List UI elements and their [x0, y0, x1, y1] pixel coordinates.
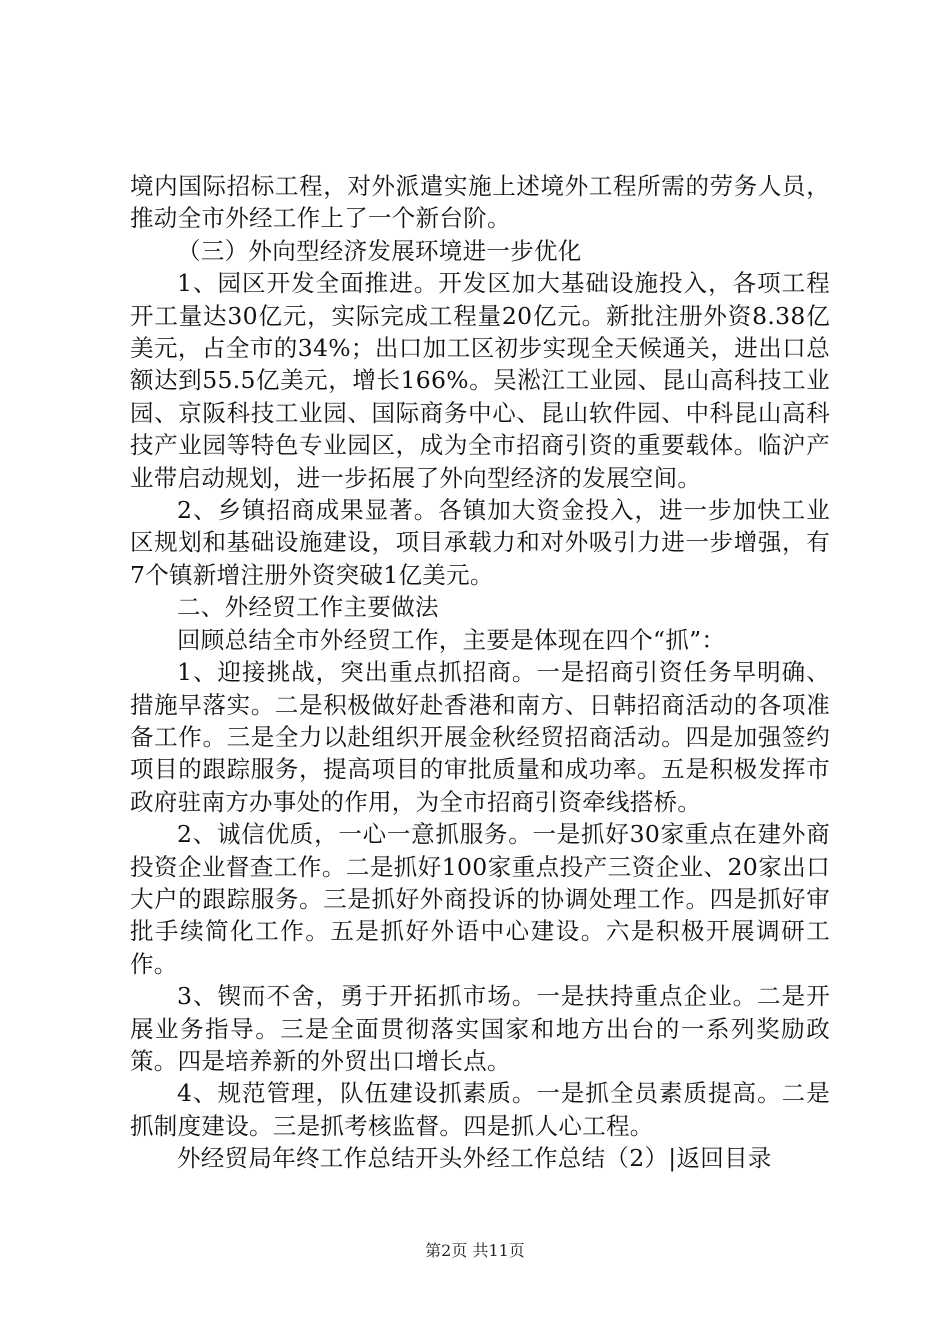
page-number: 第2页 共11页: [425, 1241, 525, 1260]
paragraph-team-quality: 4、规范管理，队伍建设抓素质。一是抓全员素质提高。二是抓制度建设。三是抓考核监督。四是抓人心工程。: [130, 1079, 830, 1140]
footer-separator: |: [668, 1144, 677, 1173]
paragraph-service: 2、诚信优质，一心一意抓服务。一是抓好30家重点在建外商投资企业督查工作。二是抓好100家重点投产三资企业、20家出口大户的跟踪服务。三是抓好外商投诉的协调处理工作。四是抓好审批手续简化工作。五是抓好外语中心建设。六是积极开展调研工作。: [130, 820, 830, 978]
section-heading-3: （三）外向型经济发展环境进一步优化: [177, 236, 582, 265]
paragraph-review-summary: 回顾总结全市外经贸工作，主要是体现在四个“抓”：: [177, 625, 726, 654]
document-body: [130, 170, 830, 1175]
paragraph-market: 3、锲而不舍，勇于开拓抓市场。一是扶持重点企业。二是开展业务指导。三是全面贯彻落实国家和地方出台的一系列奖励政策。四是培养新的外贸出口增长点。: [130, 982, 830, 1075]
paragraph-1: 境内国际招标工程，对外派遣实施上述境外工程所需的劳务人员，推动全市外经工作上了一个新台阶。: [130, 172, 830, 233]
paragraph-investment-attraction: 1、迎接挑战，突出重点抓招商。一是招商引资任务早明确、措施早落实。二是积极做好赴香港和南方、日韩招商活动的各项准备工作。三是全力以赴组织开展金秋经贸招商活动。四是加强签约项目的跟踪服务，提高项目的审批质量和成功率。五是积极发挥市政府驻南方办事处的作用，为全市招商引资牵线搭桥。: [130, 658, 830, 816]
paragraph-township-investment: 2、乡镇招商成果显著。各镇加大资金投入，进一步加快工业区规划和基础设施建设，项目承载力和对外吸引力进一步增强，有7个镇新增注册外资突破1亿美元。: [130, 496, 830, 589]
footer-title-line: [130, 1142, 830, 1174]
back-to-contents-link[interactable]: 返回目录: [676, 1144, 772, 1173]
section-heading-main-practices: 二、外经贸工作主要做法: [177, 593, 439, 622]
paragraph-park-development: 1、园区开发全面推进。开发区加大基础设施投入，各项工程开工量达30亿元，实际完成工程量20亿元。新批注册外资8.38亿美元，占全市的34%；出口加工区初步实现全天候通关，进出口总额达到55.5亿美元，增长166%。吴淞江工业园、昆山高科技工业园、京阪科技工业园、国际商务中心、昆山软件园、中科昆山高科技产业园等特色专业园区，成为全市招商引资的重要载体。临沪产业带启动规划，进一步拓展了外向型经济的发展空间。: [130, 269, 830, 492]
footer-title: 外经贸局年终工作总结开头外经工作总结（2）: [177, 1144, 669, 1173]
